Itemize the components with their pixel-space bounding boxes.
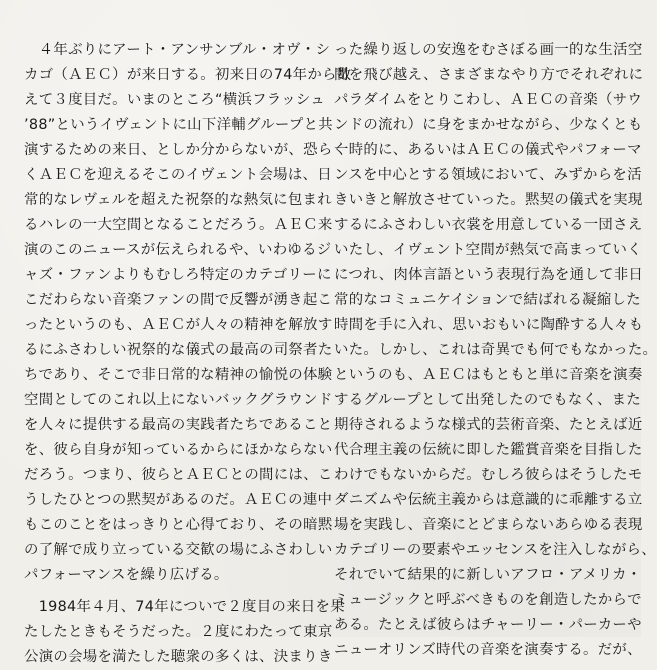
text-line: たしたときもそうだった。２度にわたって東京 [24,624,333,640]
text-line: 演のこのニュースが伝えられるや、いわゆるジ [24,242,332,258]
text-line: 間を飛び越え、さまざまなやり方でそれぞれに [334,67,644,83]
text-line: くＡＥＣを迎えるそこのイヴェント会場は、日 [24,167,332,183]
text-line: 公演の会場を満たした聴衆の多くは、決まりき [24,649,333,665]
text-line: 演するための来日、としか分からないが、恐らく [24,142,348,158]
text-line: 常的なコミュニケイションで結ばれる凝縮した [334,292,641,308]
text-line: ダニズムや伝統主義からは意識的に乖離する立 [334,492,643,508]
text-line: ある。たとえば彼らはチャーリー・パーカーや [334,617,642,633]
text-line: 期待されるような様式的芸術音楽、たとえば近 [334,417,643,433]
text-line: ちであり、そこで非日常的な精神の愉悦の体験 [24,367,333,383]
text-line: もこのことをはっきりと心得ており、その暗黙 [24,517,333,533]
text-line: るハレの一大空間となることだろう。ＡＥＣ来 [24,217,333,233]
text-line: えて３度目だ。いまのところ“横浜フラッシュ [24,92,325,108]
text-line: パフォーマンスを繰り広げる。 [24,567,229,583]
text-line: カテゴリーの要素やエッセンスを注入しながら、 [334,542,656,558]
text-line: うしたひとつの黙契があるのだ。ＡＥＣの連中 [24,492,333,508]
text-line: の了解で成り立っている交歓の場にふさわしい [24,542,333,558]
text-line: ４年ぶりにアート・アンサンブル・オヴ・シ [24,42,331,58]
text-line: きいきと解放させていった。黙契の儀式を実現 [334,192,643,208]
text-line: 空間としてのこれ以上にないバックグラウンド [24,392,333,408]
text-line: ミュージックと呼ぶべきものを創造したからで [334,592,642,608]
text-line: いたし、イヴェント空間が熱気で高まっていく [334,242,642,258]
text-line: パラダイムをとりこわし、ＡＥＣの音楽（サウ [334,92,643,108]
text-line: 常的なレヴェルを超えた祝祭的な熱気に包まれ [24,192,332,208]
text-line: につれ、肉体言語という表現行為を通して非日 [334,267,644,283]
text-line: るにふさわしい祝祭的な儀式の最高の司祭者た [24,342,333,358]
text-line: を人々に提供する最高の実践者たちであること [24,417,333,433]
text-line: 代合理主義の伝統に即した鑑賞音楽を目指した [334,442,643,458]
text-line: ャズ・ファンよりもむしろ特定のカテゴリーに [24,267,332,283]
text-line: ンドの流れ）に身をまかせながら、少なくとも [334,117,643,133]
left-text-column [24,38,352,670]
text-line: それでいて結果的に新しいアフロ・アメリカ・ [334,567,642,583]
text-line: こだわらない音楽ファンの間で反響が湧き起こ [24,292,333,308]
text-line: 一時的に、あるいはＡＥＣの儀式やパフォーマ [334,142,642,158]
paragraph-gap [24,588,307,595]
text-line: ンスを中心とする領域において、みずからを活 [334,167,642,183]
text-line: 1984年４月、74年についで２度目の来日を果 [24,599,345,615]
text-line: った繰り返しの安逸をむさぼる画一的な生活空 [334,42,643,58]
text-line: わけでもないからだ。むしろ彼らはそうしたモ [334,467,643,483]
text-line: だろう。つまり、彼らとＡＥＣとの間には、こ [24,467,333,483]
text-line: ’88”というイヴェントに山下洋輔グループと共 [24,117,333,133]
text-line: というのも、ＡＥＣはもともと単に音楽を演奏 [334,367,643,383]
text-line: 時間を手に入れ、思いおもいに陶酔する人々も [334,317,644,333]
right-text-column [334,38,657,663]
text-line: を、彼ら自身が知っているからにほかならない [24,442,333,458]
text-line: ニューオリンズ時代の音楽を演奏する。だが、 [334,642,642,658]
text-line: カゴ（ＡＥＣ）が来日する。初来日の74年から数 [24,67,352,83]
text-line: ったというのも、ＡＥＣが人々の精神を解放す [24,317,333,333]
text-line: 場を実践し、音楽にとどまらないあらゆる表現 [334,517,643,533]
text-line: するにふさわしい衣裳を用意している一団さえ [334,217,643,233]
text-line: いた。しかし、これは奇異でも何でもなかった。 [334,342,657,358]
text-line: するグループとして出発したのでもなく、また [334,392,642,408]
